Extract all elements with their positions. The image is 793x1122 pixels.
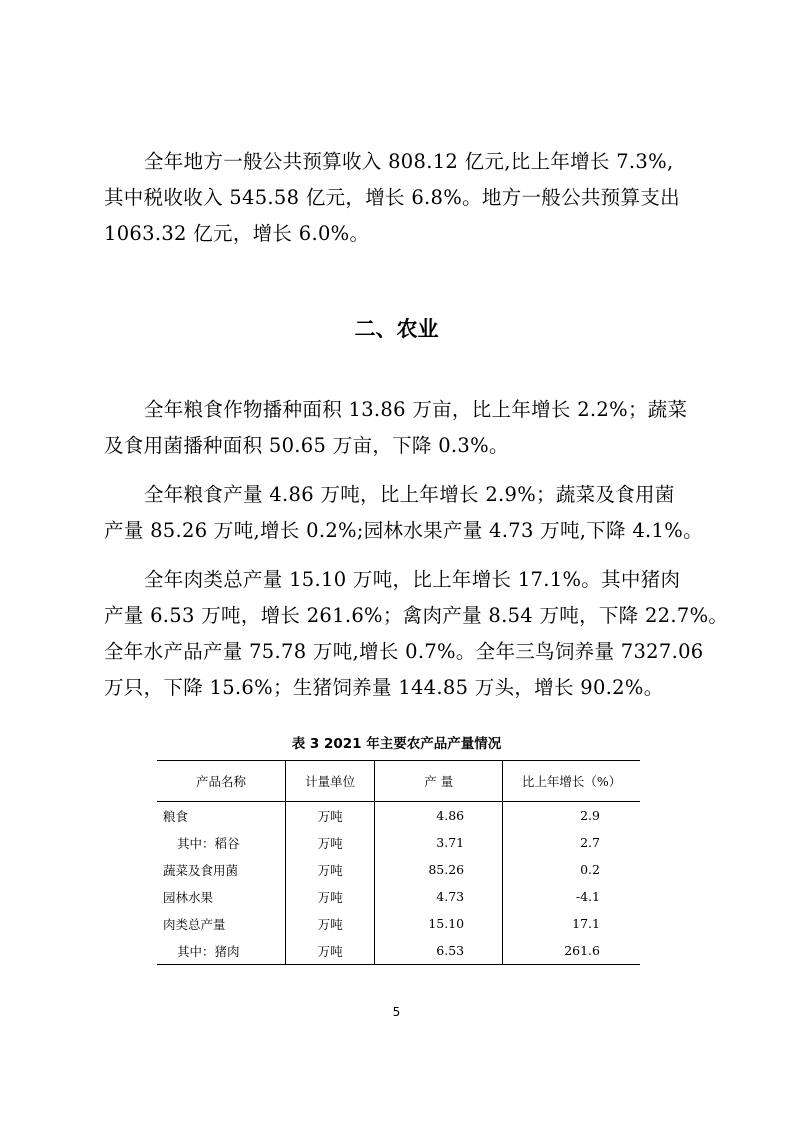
- cell-product-name: 粮食: [163, 808, 189, 824]
- cell-growth: 261.6: [503, 937, 640, 965]
- agri-products-table: [157, 760, 640, 965]
- paragraph-line: 产量 85.26 万吨,增长 0.2%;园林水果产量 4.73 万吨,下降 4.1%。: [104, 519, 703, 542]
- cell-output: 6.53: [375, 937, 503, 965]
- header-unit: 计量单位: [285, 761, 374, 802]
- header-product-name: 产品名称: [157, 761, 285, 802]
- cell-growth: 0.2: [503, 856, 640, 883]
- paragraph-line: 全年粮食产量 4.86 万吨，比上年增长 2.9%；蔬菜及食用菌: [144, 483, 675, 506]
- cell-growth: 17.1: [503, 910, 640, 937]
- cell-unit: 万吨: [285, 802, 374, 830]
- paragraph-line: 全年粮食作物播种面积 13.86 万亩，比上年增长 2.2%；蔬菜: [144, 398, 688, 421]
- cell-unit: 万吨: [285, 829, 374, 856]
- cell-growth: 2.9: [503, 802, 640, 830]
- cell-product-name: 其中：稻谷: [177, 835, 240, 851]
- cell-output: 4.86: [375, 802, 503, 830]
- cell-output: 85.26: [375, 856, 503, 883]
- cell-output: 3.71: [375, 829, 503, 856]
- cell-unit: 万吨: [285, 910, 374, 937]
- cell-output: 4.73: [375, 883, 503, 910]
- table-row: [157, 910, 640, 937]
- paragraph-line: 其中税收收入 545.58 亿元，增长 6.8%。地方一般公共预算支出: [104, 186, 680, 209]
- livestock-paragraph: [104, 562, 729, 706]
- cell-growth: 2.7: [503, 829, 640, 856]
- table-row: [157, 802, 640, 830]
- sown-area-paragraph: [104, 392, 689, 464]
- page-number: 5: [392, 1005, 401, 1019]
- table-header-row: [157, 761, 640, 802]
- cell-unit: 万吨: [285, 856, 374, 883]
- paragraph-line: 产量 6.53 万吨，增长 261.6%；禽肉产量 8.54 万吨，下降 22.7%。: [104, 604, 729, 627]
- table-row: [157, 856, 640, 883]
- table-row: [157, 829, 640, 856]
- header-growth: 比上年增长（%）: [503, 761, 640, 802]
- header-output: 产 量: [375, 761, 503, 802]
- table-title: 表 3 2021 年主要农产品产量情况: [291, 736, 502, 752]
- crop-output-paragraph: [104, 477, 703, 549]
- table-row: [157, 937, 640, 965]
- finance-paragraph: [104, 144, 689, 252]
- cell-unit: 万吨: [285, 937, 374, 965]
- cell-product-name: 肉类总产量: [163, 916, 226, 932]
- table-row: [157, 883, 640, 910]
- paragraph-line: 全年肉类总产量 15.10 万吨，比上年增长 17.1%。其中猪肉: [144, 568, 681, 591]
- paragraph-line: 全年地方一般公共预算收入 808.12 亿元,比上年增长 7.3%,: [144, 150, 674, 173]
- cell-growth: -4.1: [503, 883, 640, 910]
- cell-product-name: 园林水果: [163, 889, 214, 905]
- cell-product-name: 其中：猪肉: [157, 937, 285, 965]
- section-heading: 二、农业: [354, 317, 439, 341]
- paragraph-line: 万只，下降 15.6%；生猪饲养量 144.85 万头，增长 90.2%。: [104, 676, 664, 699]
- cell-output: 15.10: [375, 910, 503, 937]
- paragraph-line: 1063.32 亿元，增长 6.0%。: [104, 222, 370, 245]
- paragraph-line: 全年水产品产量 75.78 万吨,增长 0.7%。全年三鸟饲养量 7327.06: [104, 640, 704, 663]
- paragraph-line: 及食用菌播种面积 50.65 万亩，下降 0.3%。: [104, 434, 509, 457]
- cell-unit: 万吨: [285, 883, 374, 910]
- cell-product-name: 蔬菜及食用菌: [163, 862, 239, 878]
